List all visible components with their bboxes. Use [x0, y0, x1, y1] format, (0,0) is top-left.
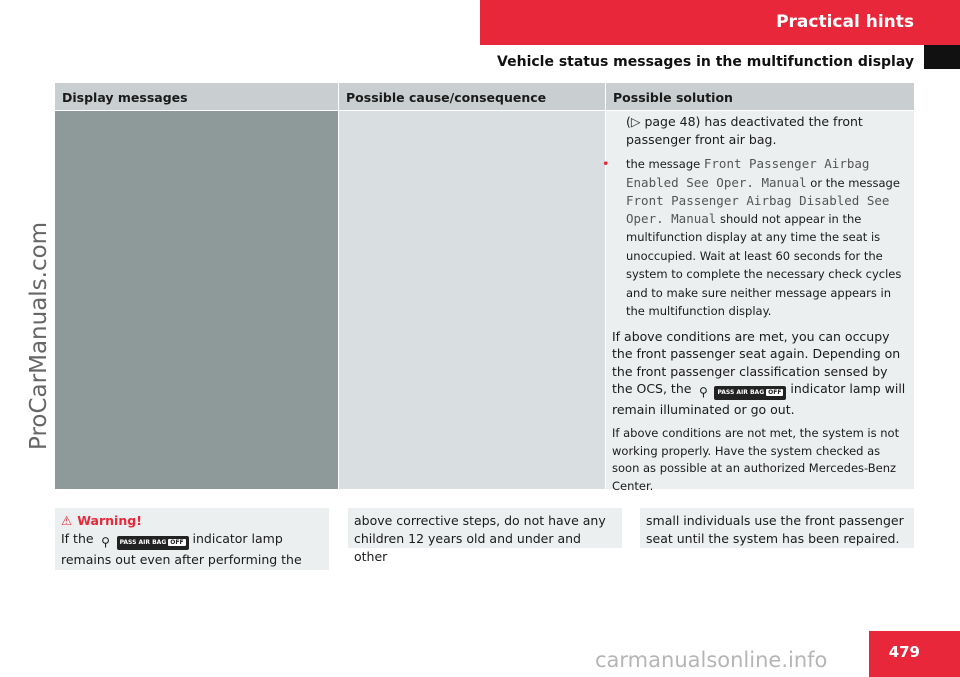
airbag-person-icon: ⚲ — [699, 385, 708, 399]
bottom-watermark: carmanualsonline.info — [595, 648, 828, 672]
warning-triangle-icon: ⚠ — [61, 513, 73, 528]
solution-paragraph-3: If above conditions are not met, the system is not working properly. Have the system checked as soon as possible at an authorized Mercedes-Benz Center. — [612, 426, 900, 493]
solution-paragraph-2: If above conditions are met, you can occupy the front passenger seat again. Depending on the front passenger classification sensed by the OCS, the ⚲ PASS AIR BAG OFF indicator lamp will remain illuminated or go out. — [612, 328, 906, 417]
message-disabled: Front Passenger Airbag Disabled See Oper. Manual — [626, 193, 890, 226]
section-header — [480, 0, 960, 45]
warning-box-1: ⚠ Warning! If the ⚲ PASS AIR BAG OFF indicator lamp remains out even after performing the — [55, 508, 329, 570]
section-title: Practical hints — [776, 12, 914, 32]
table-header-solution: Possible solution — [606, 83, 914, 110]
airbag-person-icon: ⚲ — [101, 535, 110, 549]
warning-box-2: above corrective steps, do not have any children 12 years old and under and other — [348, 508, 622, 548]
table-header-cause: Possible cause/consequence — [339, 83, 605, 110]
pass-air-bag-off-lamp — [695, 383, 786, 401]
display-messages-cell — [55, 111, 338, 489]
solution-paragraph-1: (▷ page 48) has deactivated the front passenger front air bag. — [626, 114, 863, 147]
bullet-dot: • — [602, 156, 610, 171]
header-tab-marker — [924, 45, 960, 69]
pass-air-bag-badge: PASS AIR BAG OFF — [117, 536, 189, 550]
warning-box-3: small individuals use the front passenger seat until the system has been repaired. — [640, 508, 914, 548]
message-enabled: Front Passenger Airbag Enabled See Oper. Manual — [626, 156, 870, 190]
page-subtitle: Vehicle status messages in the multifunction display — [497, 54, 914, 70]
solution-cell — [602, 111, 914, 493]
cause-cell — [339, 111, 605, 489]
warning-title: Warning! — [77, 513, 142, 528]
pass-air-bag-badge: PASS AIR BAG OFF — [714, 386, 786, 400]
page-number: 479 — [869, 631, 960, 677]
table-header-display-messages: Display messages — [55, 83, 338, 110]
side-watermark: ProCarManuals.com — [26, 221, 52, 450]
status-messages-table — [55, 83, 914, 493]
pass-air-bag-off-lamp-warning — [98, 533, 189, 551]
solution-bullet: • the message Front Passenger Airbag Enabled See Oper. Manual or the message Front Passenger Airbag Disabled See Oper. Manual should not appear in the multifunction display at any time the seat is unoccupied. Wait at least 60 seconds for the system to complete the necessary check cycles and to make sure neither message appears in the multifunction display. — [602, 156, 902, 318]
